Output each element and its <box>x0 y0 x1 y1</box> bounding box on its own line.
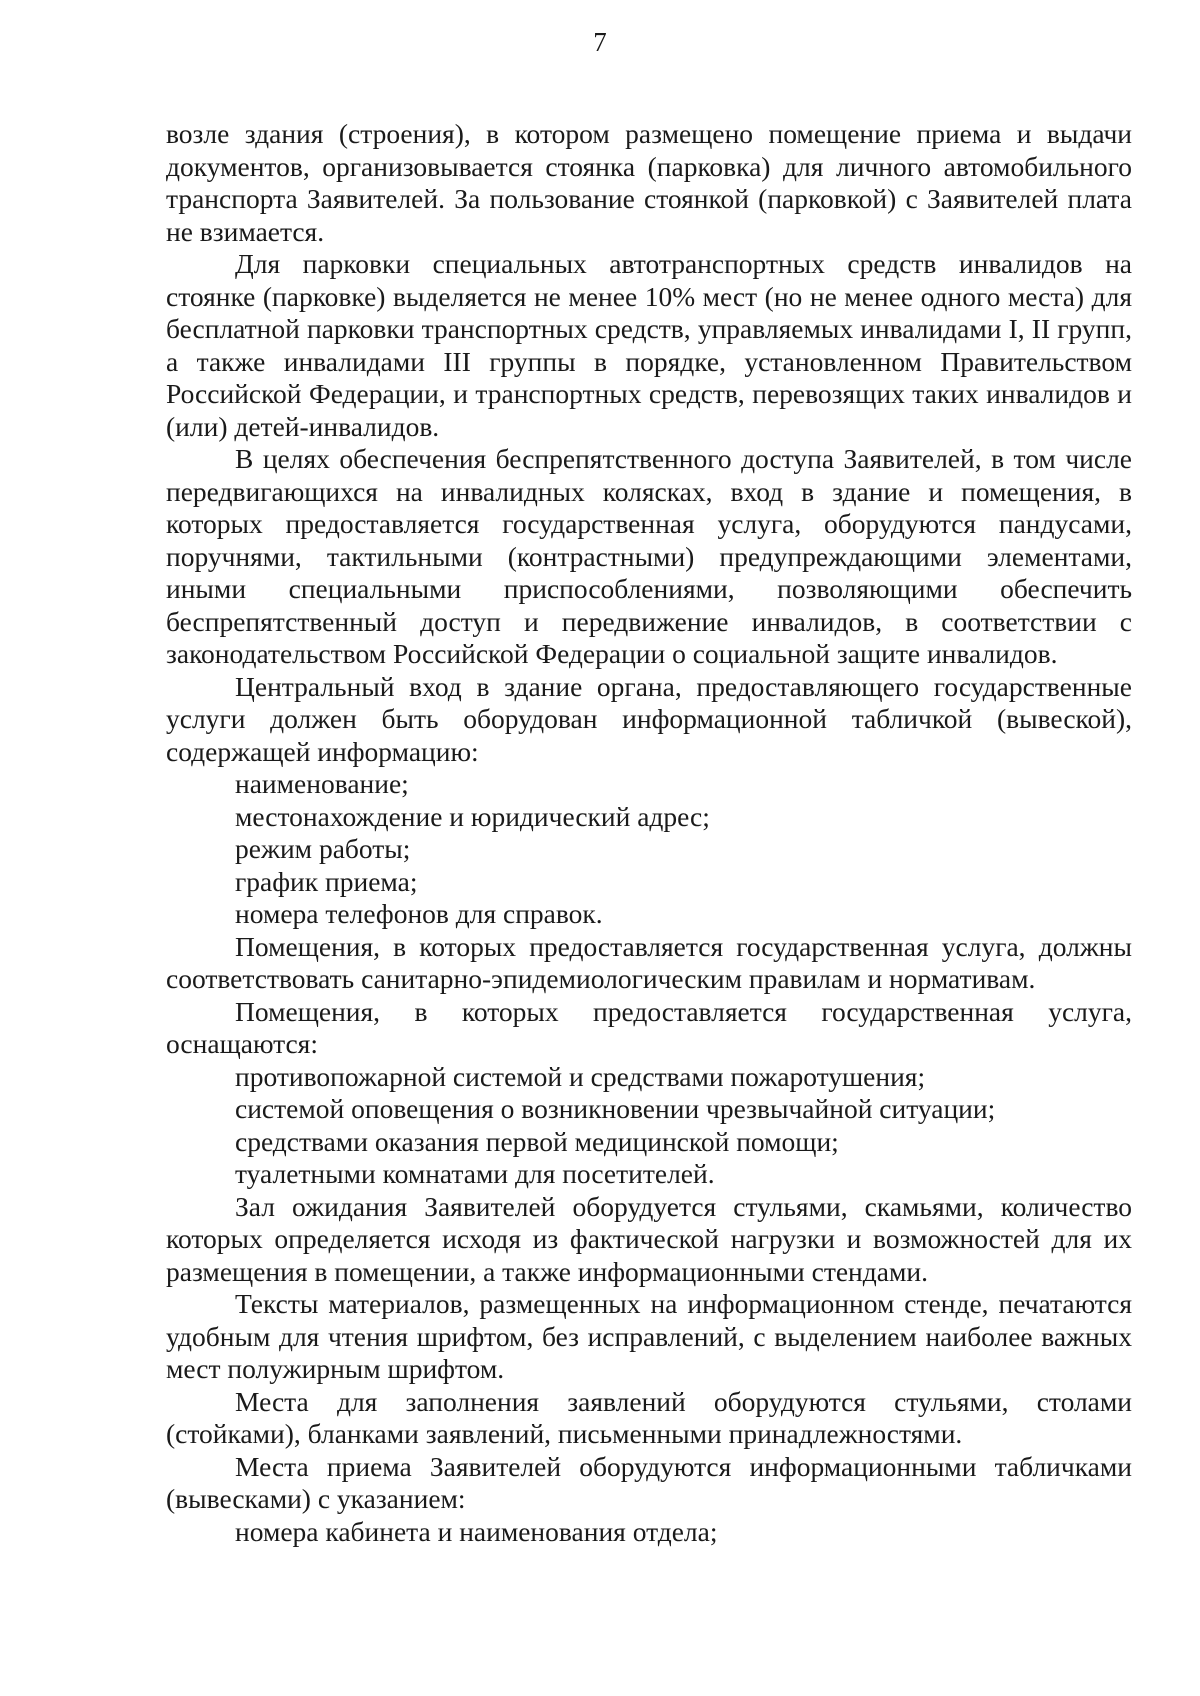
list-item: номера кабинета и наименования отдела; <box>235 1515 718 1547</box>
list-item: средствами оказания первой медицинской помощи; <box>235 1125 839 1157</box>
paragraph-application-places: Места для заполнения заявлений оборудуются стульями, столами (стойками), бланками заявлений, письменными принадлежностями. <box>166 1385 1132 1449</box>
list-item: системой оповещения о возникновении чрезвычайной ситуации; <box>235 1093 996 1124</box>
paragraph-entrance-sign: Центральный вход в здание органа, предоставляющего государственные услуги должен быть оборудован информационной табличкой (вывеской), содержащей информацию: <box>166 670 1132 767</box>
paragraph-stand-texts: Тексты материалов, размещенных на информационном стенде, печатаются удобным для чтения шрифтом, без исправлений, с выделением наиболее важных мест полужирным шрифтом. <box>166 1288 1132 1384</box>
paragraph-sanitary-rules: Помещения, в которых предоставляется государственная услуга, должны соответствовать санитарно-эпидемиологическим правилам и нормативам. <box>166 930 1132 994</box>
paragraph-accessibility: В целях обеспечения беспрепятственного доступа Заявителей, в том числе передвигающихся на инвалидных колясках, вход в здание и помещения, в которых предоставляется государственная услуга, оборудуются пандусами, поручнями, тактильными (контрастными) предупреждающими элементами, иными специальными приспособлениями, позволяющими обеспечить беспрепятственный доступ и передвижение инвалидов, в соответствии с законодательством Российской Федерации о социальной защите инвалидов. <box>166 443 1132 669</box>
paragraph-equipment: Помещения, в которых предоставляется государственная услуга, оснащаются: <box>166 995 1132 1059</box>
list-item: туалетными комнатами для посетителей. <box>235 1158 715 1189</box>
paragraph-reception-places: Места приема Заявителей оборудуются информационными табличками (вывесками) с указанием: <box>166 1450 1132 1514</box>
document-body <box>166 118 1132 1548</box>
list-item: режим работы; <box>235 833 411 864</box>
page-number: 7 <box>593 27 607 57</box>
list-item: номера телефонов для справок. <box>235 898 603 929</box>
list-item: наименование; <box>235 768 409 799</box>
paragraph-parking-intro: возле здания (строения), в котором размещено помещение приема и выдачи документов, организовывается стоянка (парковка) для личного автомобильного транспорта Заявителей. За пользование стоянкой (парковкой) с Заявителей плата не взимается. <box>166 118 1132 247</box>
paragraph-disabled-parking: Для парковки специальных автотранспортных средств инвалидов на стоянке (парковке) выделяется не менее 10% мест (но не менее одного места) для бесплатной парковки транспортных средств, управляемых инвалидами I, II групп, а также инвалидами III группы в порядке, установленном Правительством Российской Федерации, и транспортных средств, перевозящих таких инвалидов и (или) детей-инвалидов. <box>166 248 1132 442</box>
list-item: график приема; <box>235 865 418 897</box>
list-item: противопожарной системой и средствами пожаротушения; <box>235 1060 926 1092</box>
paragraph-waiting-hall: Зал ожидания Заявителей оборудуется стульями, скамьями, количество которых определяется исходя из фактической нагрузки и возможностей для их размещения в помещении, а также информационными стендами. <box>166 1190 1132 1287</box>
list-item: местонахождение и юридический адрес; <box>235 800 710 832</box>
